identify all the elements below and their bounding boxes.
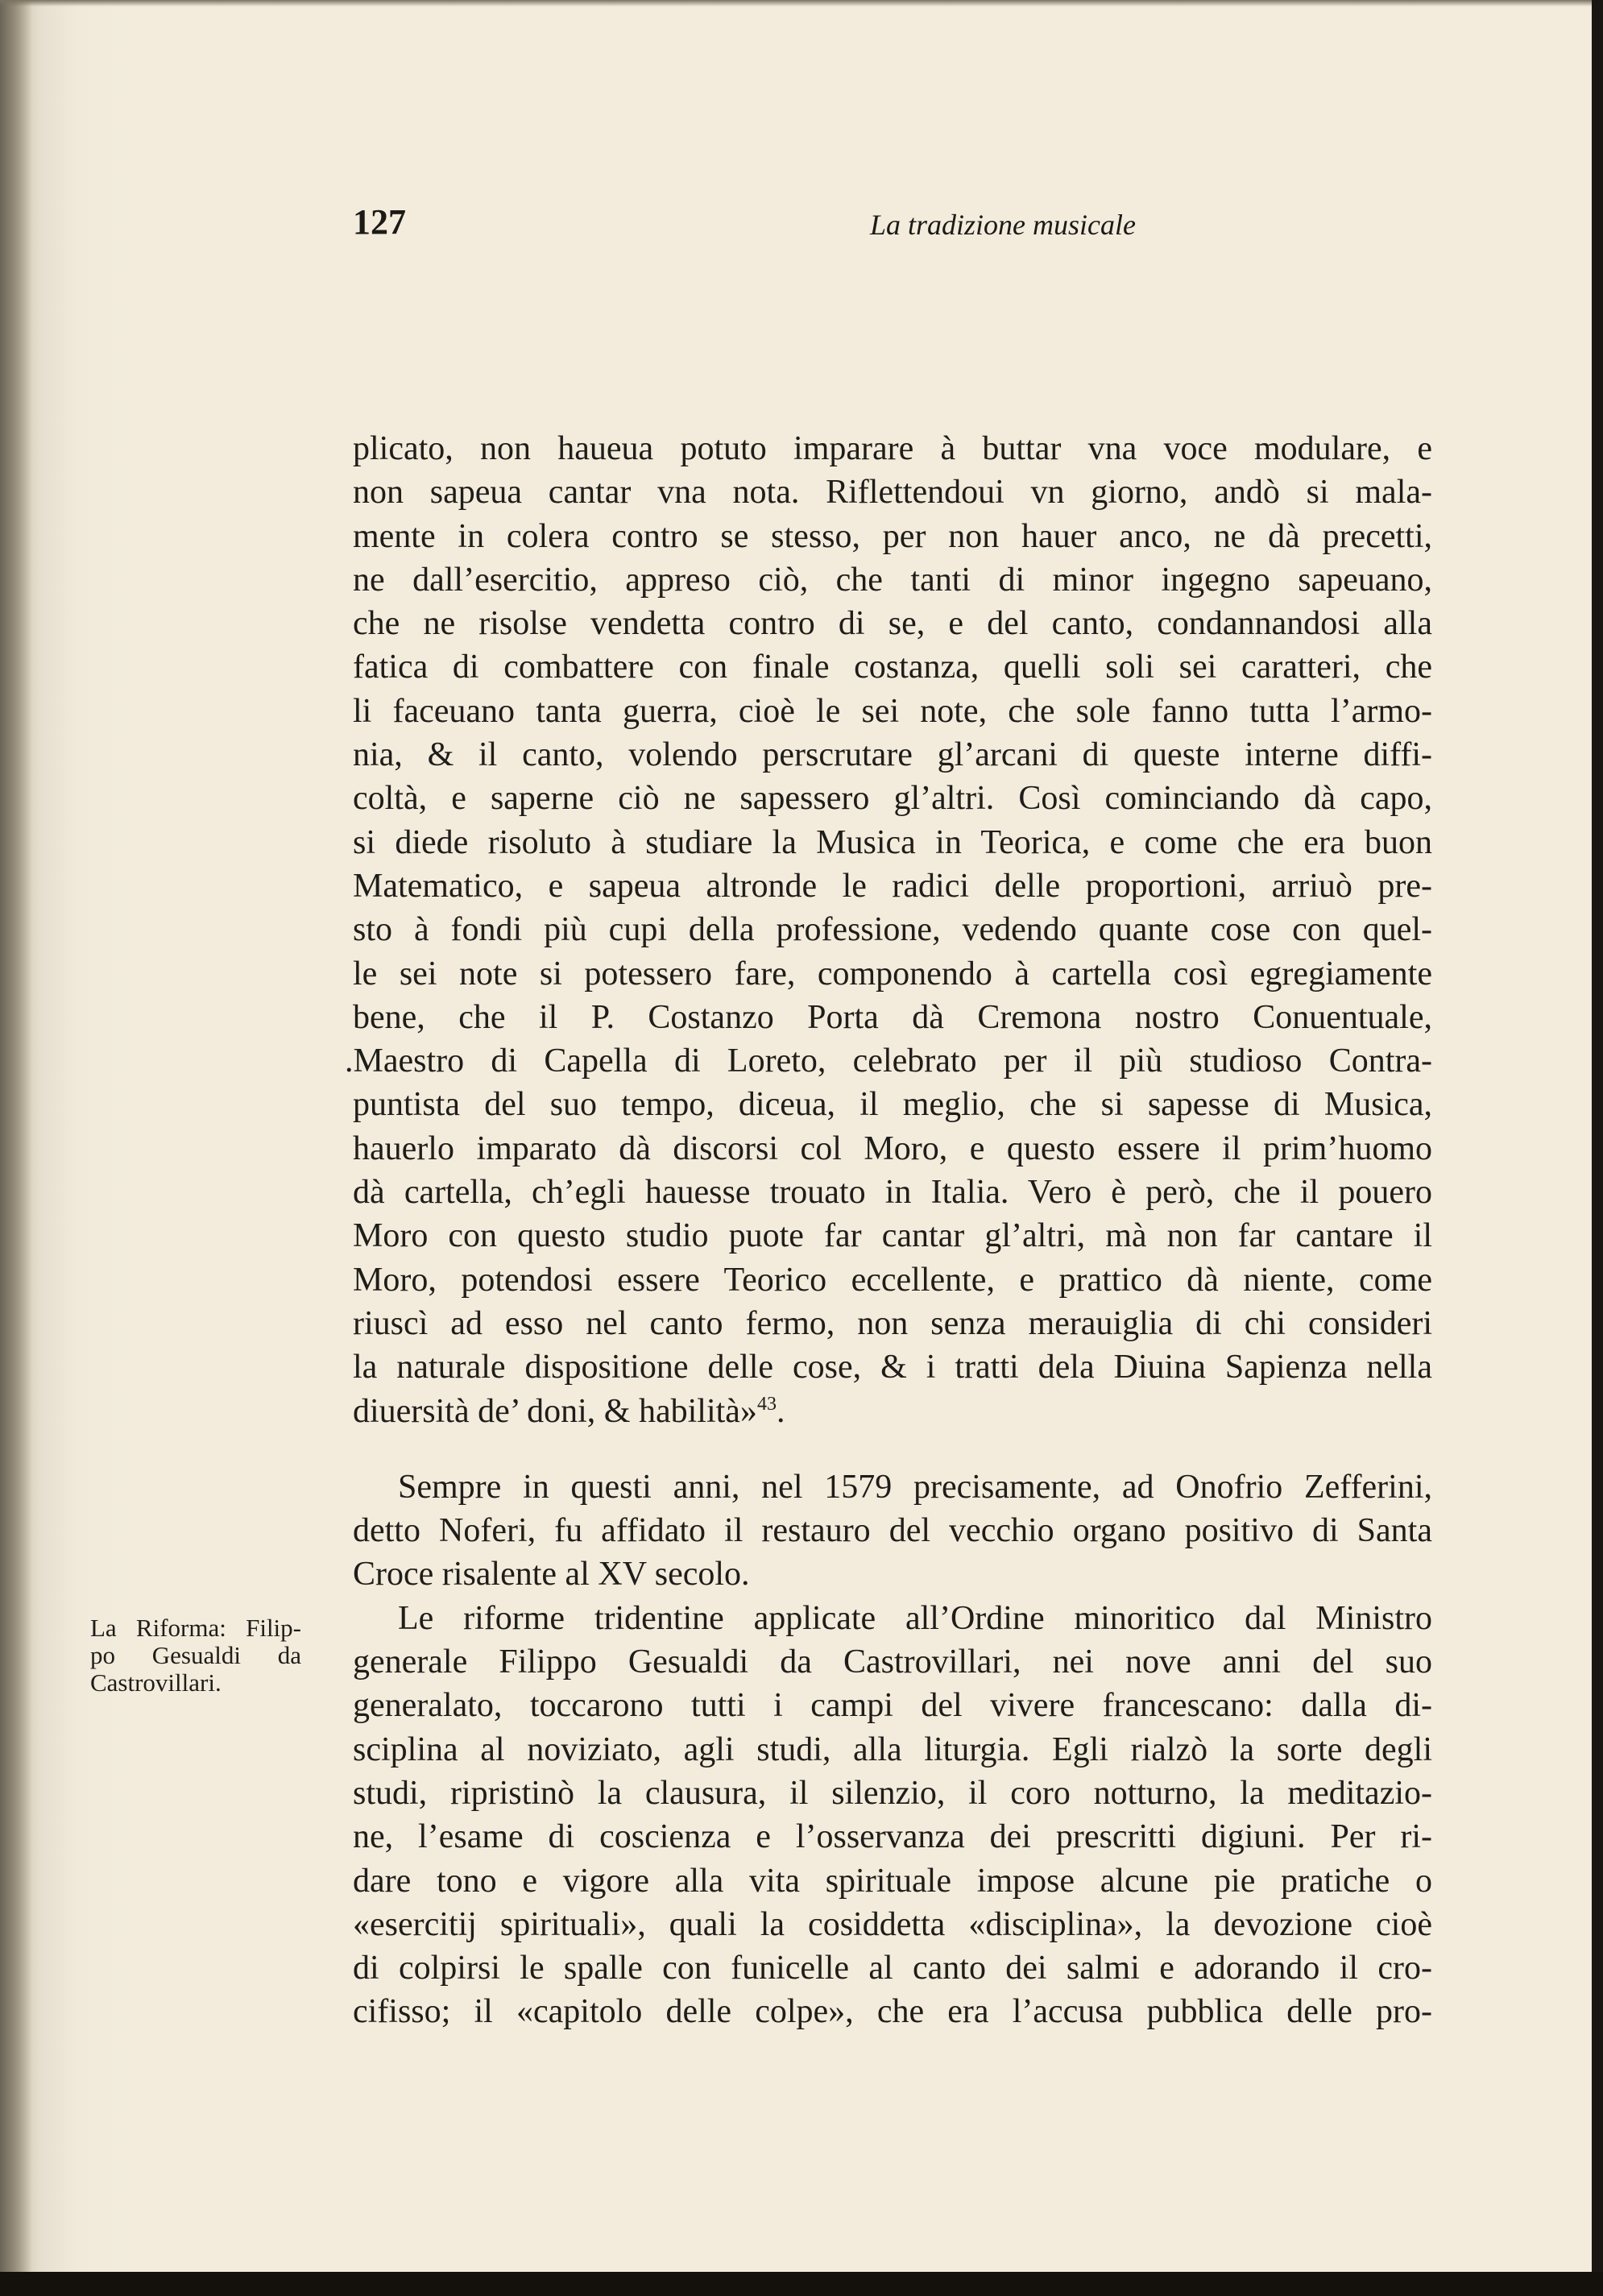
text-line: fatica di combattere con finale costanza, quelli soli sei caratteri, che [353,649,1432,686]
text-line: puntista del suo tempo, diceua, il meglio, che si sapesse di Musica, [353,1086,1432,1124]
text-line-content: diuersità de’ doni, & habilità» [353,1392,757,1430]
text-line: sto à fondi più cupi della professione, vedendo quante cose con quel- [353,911,1432,949]
main-text [345,427,1432,2034]
text-line: plicato, non haueua potuto imparare à buttar vna voce modulare, e [353,430,1432,467]
text-line: li faceuano tanta guerra, cioè le sei note, che sole fanno tutta l’armo- [353,692,1432,730]
running-title: La tradizione musicale [870,209,1136,241]
text-line-last [353,1390,1432,1433]
text-line: non sapeua cantar vna nota. Riflettendoui vn giorno, andò si mala- [353,474,1432,512]
text-line: detto Noferi, fu affidato il restauro del vecchio organo positivo di Santa [353,1512,1432,1550]
text-line: generale Filippo Gesualdi da Castrovillari, nei nove anni del suo [353,1643,1432,1681]
text-line: bene, che il P. Costanzo Porta dà Cremona nostro Conuentuale, [353,998,1432,1036]
text-line: cifisso; il «capitolo delle colpe», che era l’accusa pubblica delle pro- [353,1993,1432,2031]
top-edge-shadow [0,0,1592,6]
paragraph-gap [353,1433,1432,1465]
text-line: ne dall’esercitio, appreso ciò, che tanti di minor ingegno sapeuano, [353,561,1432,599]
margin-note-line: La Riforma: Filip- [90,1614,301,1642]
closing-punctuation: . [776,1392,785,1430]
text-line: si diede risoluto à studiare la Musica in Teorica, e come che era buon [353,823,1432,861]
text-line: Moro, potendosi essere Teorico eccellente, e prattico dà niente, come [353,1261,1432,1299]
text-line: dare tono e vigore alla vita spirituale impose alcune pie pratiche o [353,1862,1432,1900]
footnote-reference: 43 [756,1393,777,1415]
text-line: dà cartella, ch’egli hauesse trouato in Italia. Vero è però, che il pouero [353,1174,1432,1212]
scan-bottom-edge [0,2272,1603,2296]
paragraph-3 [353,1597,1432,2034]
text-line: mente in colera contro se stesso, per non hauer anco, ne dà precetti, [353,517,1432,555]
text-line: Le riforme tridentine applicate all’Ordine minoritico dal Ministro [398,1599,1432,1637]
paragraph-1 [345,427,1432,1433]
spine-shadow [0,0,32,2272]
margin-note [90,1614,301,1697]
text-line: sciplina al noviziato, agli studi, alla liturgia. Egli rialzò la sorte degli [353,1730,1432,1768]
text-line: Moro con questo studio puote far cantar gl’altri, mà non far cantare il [353,1217,1432,1255]
text-line: nia, & il canto, volendo perscrutare gl’arcani di queste interne diffi- [353,736,1432,774]
text-line: Sempre in questi anni, nel 1579 precisamente, ad Onofrio Zefferini, [398,1468,1432,1506]
text-line: .Maestro di Capella di Loreto, celebrato per il più studioso Contra- [345,1042,1432,1080]
margin-note-line: po Gesualdi da [90,1641,301,1669]
text-line: le sei note si potessero fare, componendo à cartella così egregiamente [353,955,1432,993]
text-line: Croce risalente al XV secolo. [353,1556,750,1594]
page-number: 127 [353,202,406,242]
text-line: studi, ripristinò la clausura, il silenzio, il coro notturno, la meditazio- [353,1774,1432,1812]
text-line: coltà, e saperne ciò ne sapessero gl’altri. Così cominciando dà capo, [353,780,1432,818]
text-line: di colpirsi le spalle con funicelle al canto dei salmi e adorando il cro- [353,1950,1432,1987]
text-line: hauerlo imparato dà discorsi col Moro, e questo essere il prim’huomo [353,1129,1432,1167]
text-line: la naturale dispositione delle cose, & i tratti dela Diuina Sapienza nella [353,1349,1432,1386]
text-line: Matematico, e sapeua altronde le radici delle proportioni, arriuò pre- [353,867,1432,905]
text-line: «esercitij spirituali», quali la cosiddetta «disciplina», la devozione cioè [353,1905,1432,1943]
text-line: che ne risolse vendetta contro di se, e del canto, condannandosi alla [353,605,1432,643]
text-line: generalato, toccarono tutti i campi del vivere francescano: dalla di- [353,1687,1432,1725]
paragraph-2 [353,1465,1432,1597]
text-line: riuscì ad esso nel canto fermo, non senza merauiglia di chi consideri [353,1304,1432,1342]
text-line: ne, l’esame di coscienza e l’osservanza dei prescritti digiuni. Per ri- [353,1818,1432,1856]
margin-note-line: Castrovillari. [90,1668,222,1697]
